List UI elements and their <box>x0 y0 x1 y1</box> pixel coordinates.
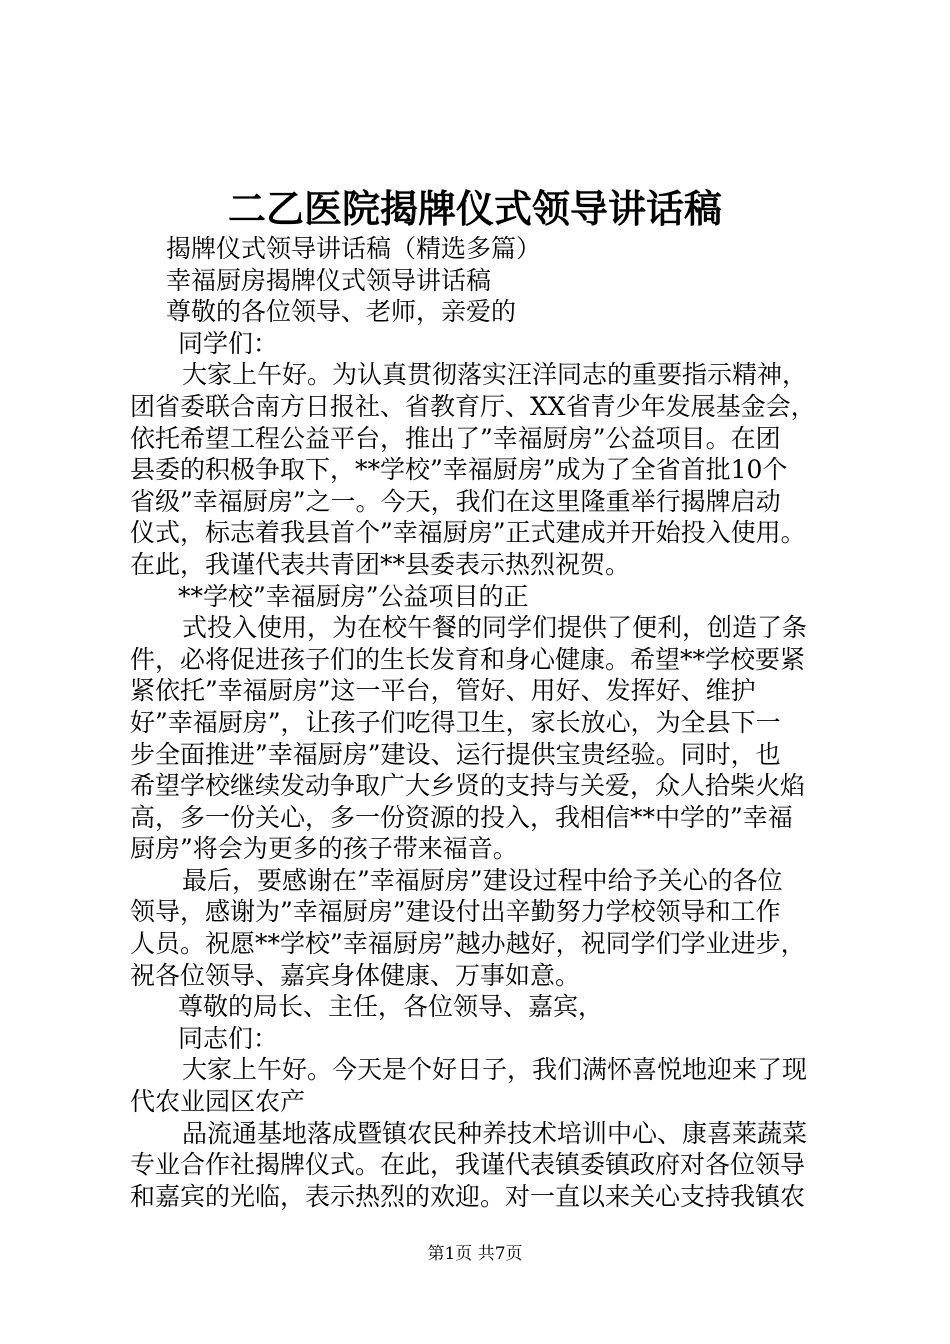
page-footer: 第1页 共7页 <box>427 1244 523 1264</box>
text-line: 大家上午好。今天是个好日子，我们满怀喜悦地迎来了现 <box>182 1055 808 1085</box>
text-line: 最后，要感谢在”幸福厨房”建设过程中给予关心的各位 <box>182 865 783 895</box>
text-line: 大家上午好。为认真贯彻落实汪洋同志的重要指示精神， <box>182 360 808 390</box>
text-line: 同学们： <box>178 328 279 358</box>
text-line: 同志们： <box>178 1023 279 1053</box>
text-line: 和嘉宾的光临，表示热烈的欢迎。对一直以来关心支持我镇农 <box>130 1181 806 1211</box>
document-title: 二乙医院揭牌仪式领导讲话稿 <box>227 186 722 231</box>
text-line: 专业合作社揭牌仪式。在此，我谨代表镇委镇政府对各位领导 <box>130 1150 806 1180</box>
text-line: 人员。祝愿**学校”幸福厨房”越办越好，祝同学们学业进步， <box>130 929 806 959</box>
document-body <box>130 233 830 1212</box>
text-line: 厨房”将会为更多的孩子带来福音。 <box>130 834 518 864</box>
text-line: 品流通基地落成暨镇农民种养技术培训中心、康喜莱蔬菜 <box>182 1118 808 1148</box>
text-line: 尊敬的局长、主任，各位领导、嘉宾， <box>178 992 604 1022</box>
text-line: **学校”幸福厨房”公益项目的正 <box>178 581 529 611</box>
text-line: 尊敬的各位领导、老师，亲爱的 <box>166 297 517 327</box>
text-line: 团省委联合南方日报社、省教育厅、XX省青少年发展基金会， <box>130 391 816 421</box>
text-line: 祝各位领导、嘉宾身体健康、万事如意。 <box>130 960 581 990</box>
text-line: 县委的积极争取下，**学校”幸福厨房”成为了全省首批10个 <box>130 455 788 485</box>
text-line: 幸福厨房揭牌仪式领导讲话稿 <box>166 265 492 295</box>
text-line: 式投入使用，为在校午餐的同学们提供了便利，创造了条 <box>182 613 808 643</box>
text-line: 依托希望工程公益平台，推出了”幸福厨房”公益项目。在团 <box>130 423 781 453</box>
text-line: 仪式，标志着我县首个”幸福厨房”正式建成并开始投入使用。 <box>130 518 806 548</box>
text-line: 希望学校继续发动争取广大乡贤的支持与关爱，众人拾柴火焰 <box>130 771 806 801</box>
text-line: 领导，感谢为”幸福厨房”建设付出辛勤努力学校领导和工作 <box>130 897 781 927</box>
text-line: 好”幸福厨房”，让孩子们吃得卫生，家长放心，为全县下一 <box>130 707 781 737</box>
text-line: 紧依托”幸福厨房”这一平台，管好、用好、发挥好、维护 <box>130 676 756 706</box>
text-line: 高，多一份关心，多一份资源的投入，我相信**中学的”幸福 <box>130 802 793 832</box>
text-line: 件，必将促进孩子们的生长发育和身心健康。希望**学校要紧 <box>130 644 806 674</box>
text-line: 揭牌仪式领导讲话稿（精选多篇） <box>166 234 542 263</box>
text-line: 步全面推进”幸福厨房”建设、运行提供宝贵经验。同时，也 <box>130 739 781 769</box>
text-line: 在此，我谨代表共青团**县委表示热烈祝贺。 <box>130 549 631 579</box>
text-line: 代农业园区农产 <box>130 1087 306 1117</box>
text-line: 省级”幸福厨房”之一。今天，我们在这里隆重举行揭牌启动 <box>130 486 781 516</box>
